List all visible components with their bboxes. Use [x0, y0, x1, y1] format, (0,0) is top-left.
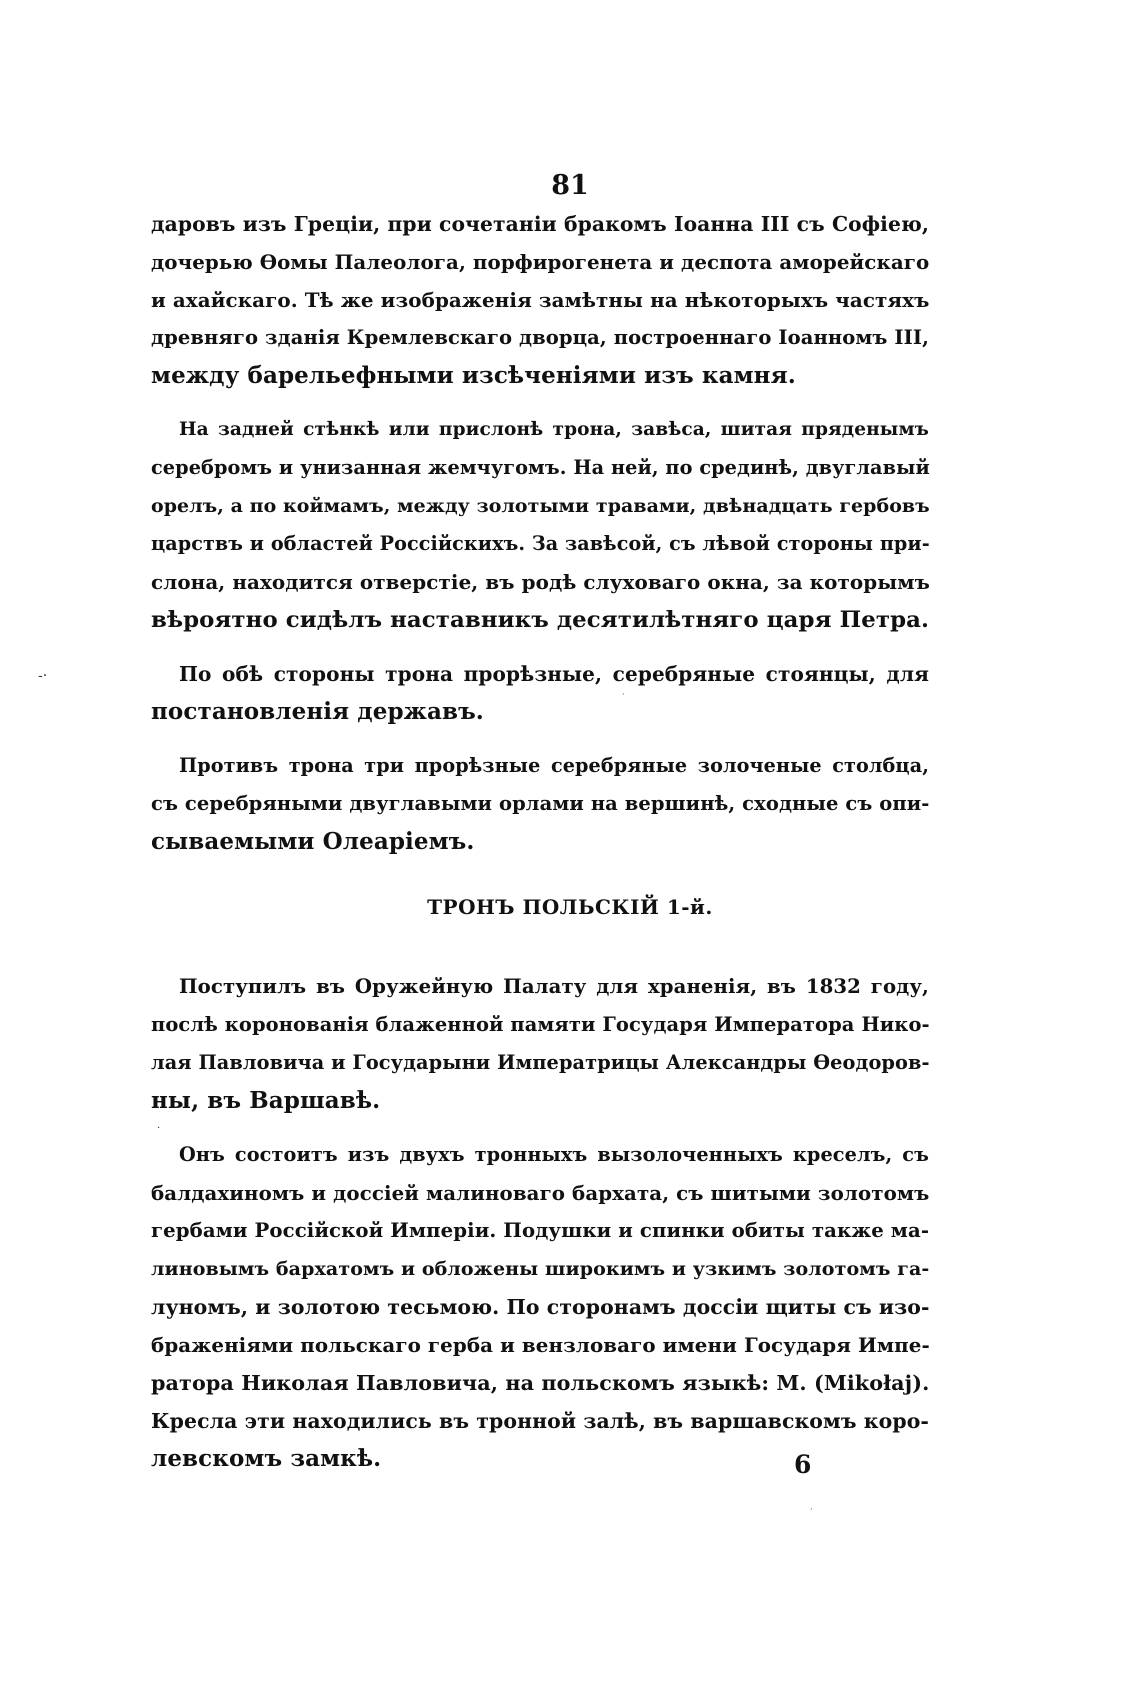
margin-speck: · [157, 1123, 161, 1134]
text-line: между барельефными изсѣченіями изъ камня. [151, 362, 796, 389]
text-line: слона, находится отверстіе, въ родѣ слуховаго окна, за которымъ [151, 570, 930, 594]
text-line: постановленія державъ. [151, 698, 484, 725]
paragraph [151, 1136, 929, 1478]
text-line: послѣ коронованія блаженной памяти Государя Императора Нико- [151, 1013, 930, 1036]
text-line: Поступилъ въ Оружейную Палату для храненія, въ 1832 году, [179, 975, 929, 998]
text-line: и ахайскаго. Тѣ же изображенія замѣтны на нѣкоторыхъ частяхъ [151, 288, 930, 312]
page-number: 81 [551, 170, 589, 201]
text-line: балдахиномъ и доссіей малиноваго бархата, съ шитыми золотомъ [151, 1181, 930, 1205]
top-section [151, 205, 929, 877]
text-line: На задней стѣнкѣ или прислонѣ трона, завѣса, шитая пряденымъ [179, 419, 929, 440]
margin-speck: · [622, 690, 625, 699]
paragraph [151, 411, 929, 639]
text-line: серебромъ и унизанная жемчугомъ. На ней, по срединѣ, двуглавый [151, 456, 930, 479]
text-line: По обѣ стороны трона прорѣзные, серебряные стоянцы, для [179, 662, 929, 686]
section-heading: ТРОНЪ ПОЛЬСКІЙ 1-й. [427, 895, 713, 919]
paragraph [151, 655, 929, 731]
text-line: Онъ состоитъ изъ двухъ тронныхъ вызолоченныхъ креселъ, съ [179, 1143, 929, 1166]
text-line: вѣроятно сидѣлъ наставникъ десятилѣтняго царя Петра. [151, 607, 930, 633]
paragraph [151, 205, 929, 395]
paragraph [151, 968, 929, 1120]
text-line: Противъ трона три прорѣзные серебряные золоченые столбца, [179, 754, 929, 777]
text-line: съ серебряными двуглавыми орлами на вершинѣ, сходные съ опи- [151, 792, 930, 815]
text-line: орелъ, а по коймамъ, между золотыми травами, двѣнадцать гербовъ [151, 495, 930, 517]
text-line: ратора Николая Павловича, на польскомъ языкѣ: M. (Mikołaj). [151, 1371, 930, 1395]
text-line: левскомъ замкѣ. [151, 1445, 382, 1472]
text-line: даровъ изъ Греціи, при сочетаніи бракомъ Іоанна III съ Софіею, [151, 212, 929, 236]
text-line: древняго зданія Кремлевскаго дворца, построеннаго Іоанномъ III, [151, 326, 929, 349]
text-line: царствъ и областей Россійскихъ. За завѣсой, съ лѣвой стороны при- [151, 532, 930, 555]
margin-speck: -· [38, 668, 48, 684]
text-line: сываемыми Олеаріемъ. [151, 828, 475, 855]
paragraph [151, 747, 929, 861]
text-line: линовымъ бархатомъ и обложены широкимъ и узкимъ золотомъ га- [151, 1258, 930, 1280]
text-line: лая Павловича и Государыни Императрицы Александры Ѳеодоров- [151, 1051, 930, 1074]
text-line: браженіями польскаго герба и вензловаго имени Государя Импе- [151, 1333, 930, 1357]
text-line: луномъ, и золотою тесьмою. По сторонамъ доссіи щиты съ изо- [151, 1295, 930, 1319]
text-line: Кресла эти находились въ тронной залѣ, въ варшавскомъ коро- [151, 1409, 929, 1433]
bottom-section [151, 968, 929, 1494]
text-line: гербами Россійской Имперіи. Подушки и спинки обиты также ма- [151, 1219, 930, 1242]
text-line: ны, въ Варшавѣ. [151, 1087, 381, 1114]
margin-speck: · [810, 1505, 813, 1514]
signature-mark: 6 [794, 1450, 812, 1479]
text-line: дочерью Ѳомы Палеолога, порфирогенета и деспота аморейскаго [151, 250, 930, 274]
